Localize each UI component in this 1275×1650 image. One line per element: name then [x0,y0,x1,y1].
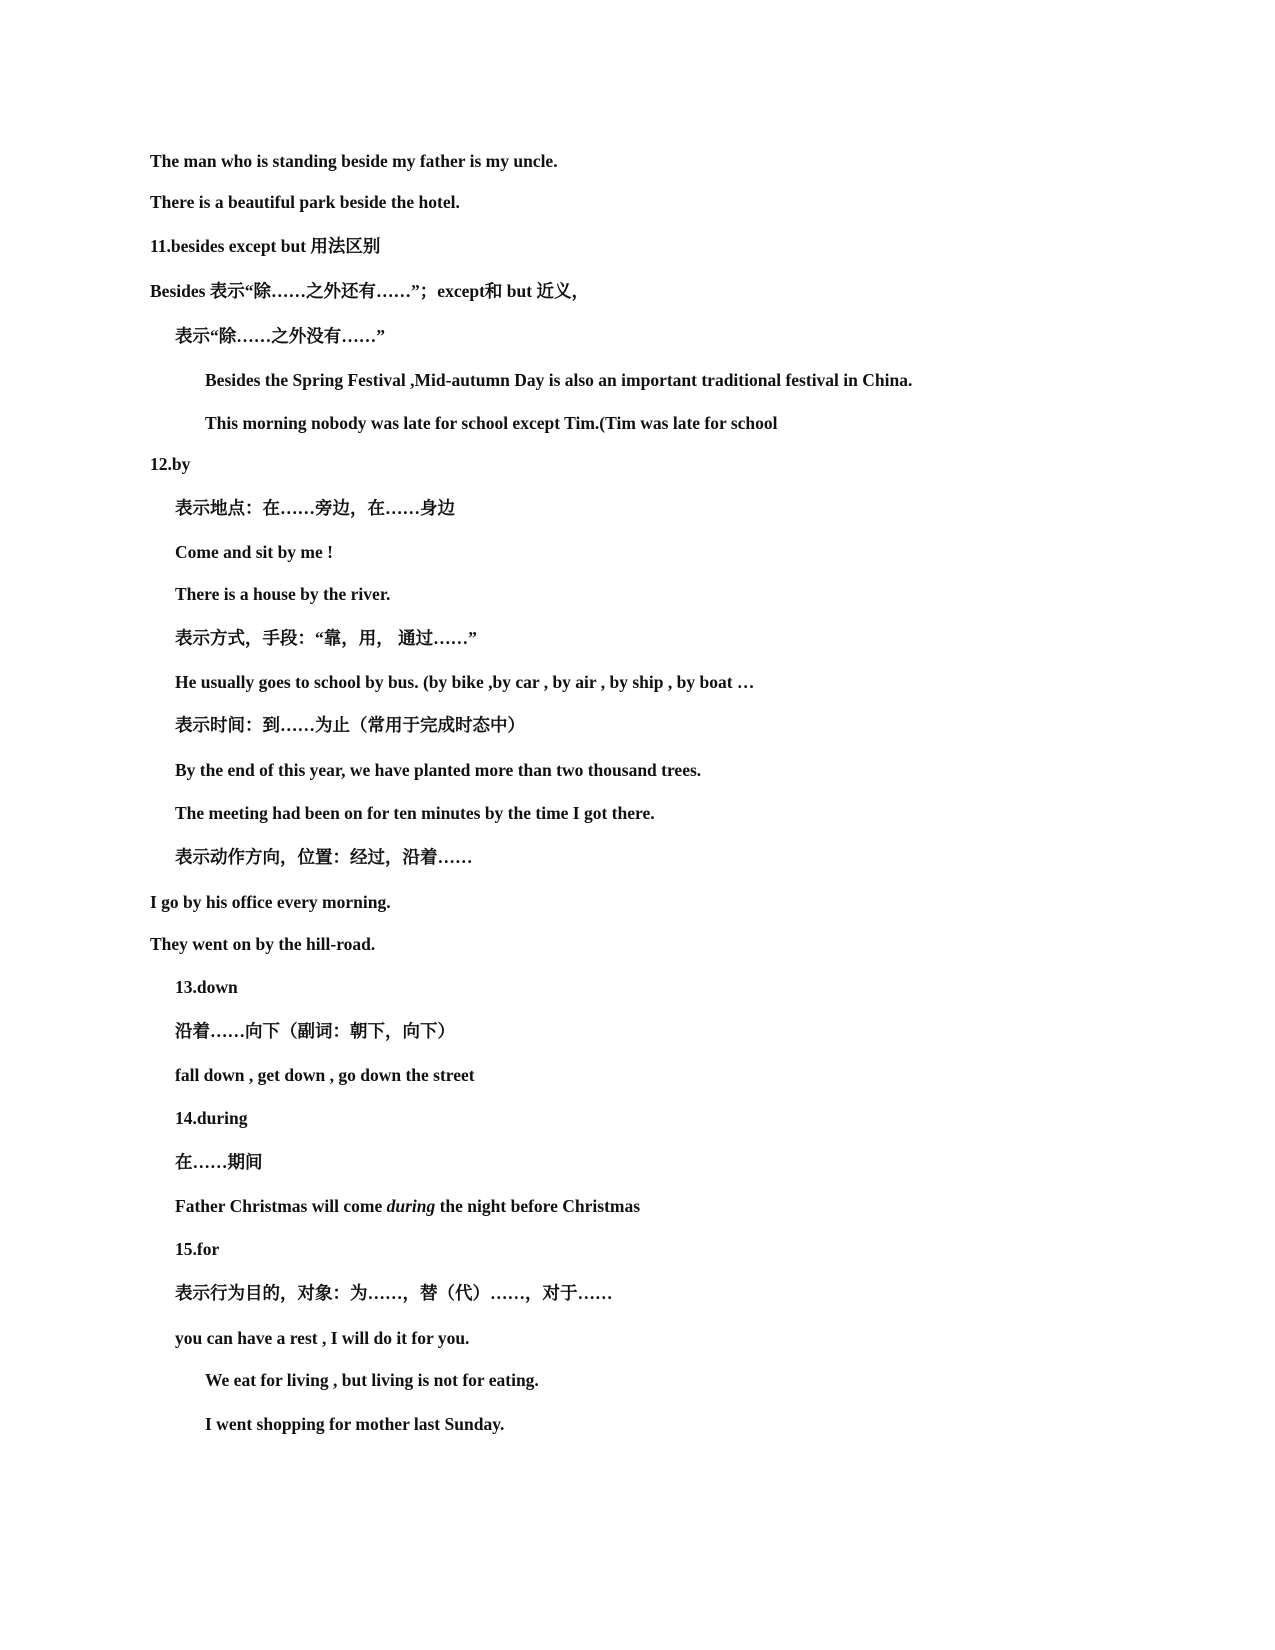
example-sentence: He usually goes to school by bus. (by bike ,by car , by air , by ship , by boat … [175,672,755,692]
section-heading: 13.down [175,977,238,997]
text-line: 沿着……向下（副词：朝下，向下） [175,1021,455,1041]
text-line: 在……期间 [175,1152,263,1172]
example-sentence: By the end of this year, we have planted more than two thousand trees. [175,760,702,780]
text-line: Besides 表示“除……之外还有……”；except和 but 近义， [150,281,589,301]
example-text-before: Father Christmas will come [175,1196,387,1216]
example-sentence: There is a house by the river. [175,584,391,604]
example-sentence: I go by his office every morning. [150,892,391,912]
example-emphasis: during [386,1196,436,1216]
example-sentence [175,1195,640,1217]
text-line: 表示方式，手段：“靠，用， 通过……” [175,628,477,648]
example-sentence: The meeting had been on for ten minutes by the time I got there. [175,803,655,823]
example-sentence: you can have a rest , I will do it for you. [175,1328,470,1348]
section-heading: 14.during [175,1108,248,1128]
example-sentence: This morning nobody was late for school except Tim.(Tim was late for school [205,413,778,433]
text-line: The man who is standing beside my father is my uncle. [150,151,558,171]
text-line: 表示地点：在……旁边，在……身边 [175,498,455,518]
text-line: There is a beautiful park beside the hotel. [150,192,460,212]
example-sentence: We eat for living , but living is not for eating. [205,1370,539,1390]
example-text-after: the night before Christmas [435,1196,641,1216]
example-sentence: Come and sit by me ! [175,542,333,562]
section-heading: 12.by [150,454,191,474]
example-sentence: Besides the Spring Festival ,Mid-autumn Day is also an important traditional festival in China. [205,370,913,390]
text-line: 表示“除……之外没有……” [175,326,385,346]
text-line: 表示动作方向，位置：经过，沿着…… [175,847,473,867]
section-heading: 11.besides except but 用法区别 [150,236,381,256]
text-line: 表示时间：到……为止（常用于完成时态中） [175,715,525,735]
section-heading: 15.for [175,1239,220,1259]
example-sentence: I went shopping for mother last Sunday. [205,1414,505,1434]
text-line: 表示行为目的，对象：为……，替（代）……，对于…… [175,1283,613,1303]
example-sentence: fall down , get down , go down the street [175,1065,475,1085]
example-sentence: They went on by the hill-road. [150,934,376,954]
